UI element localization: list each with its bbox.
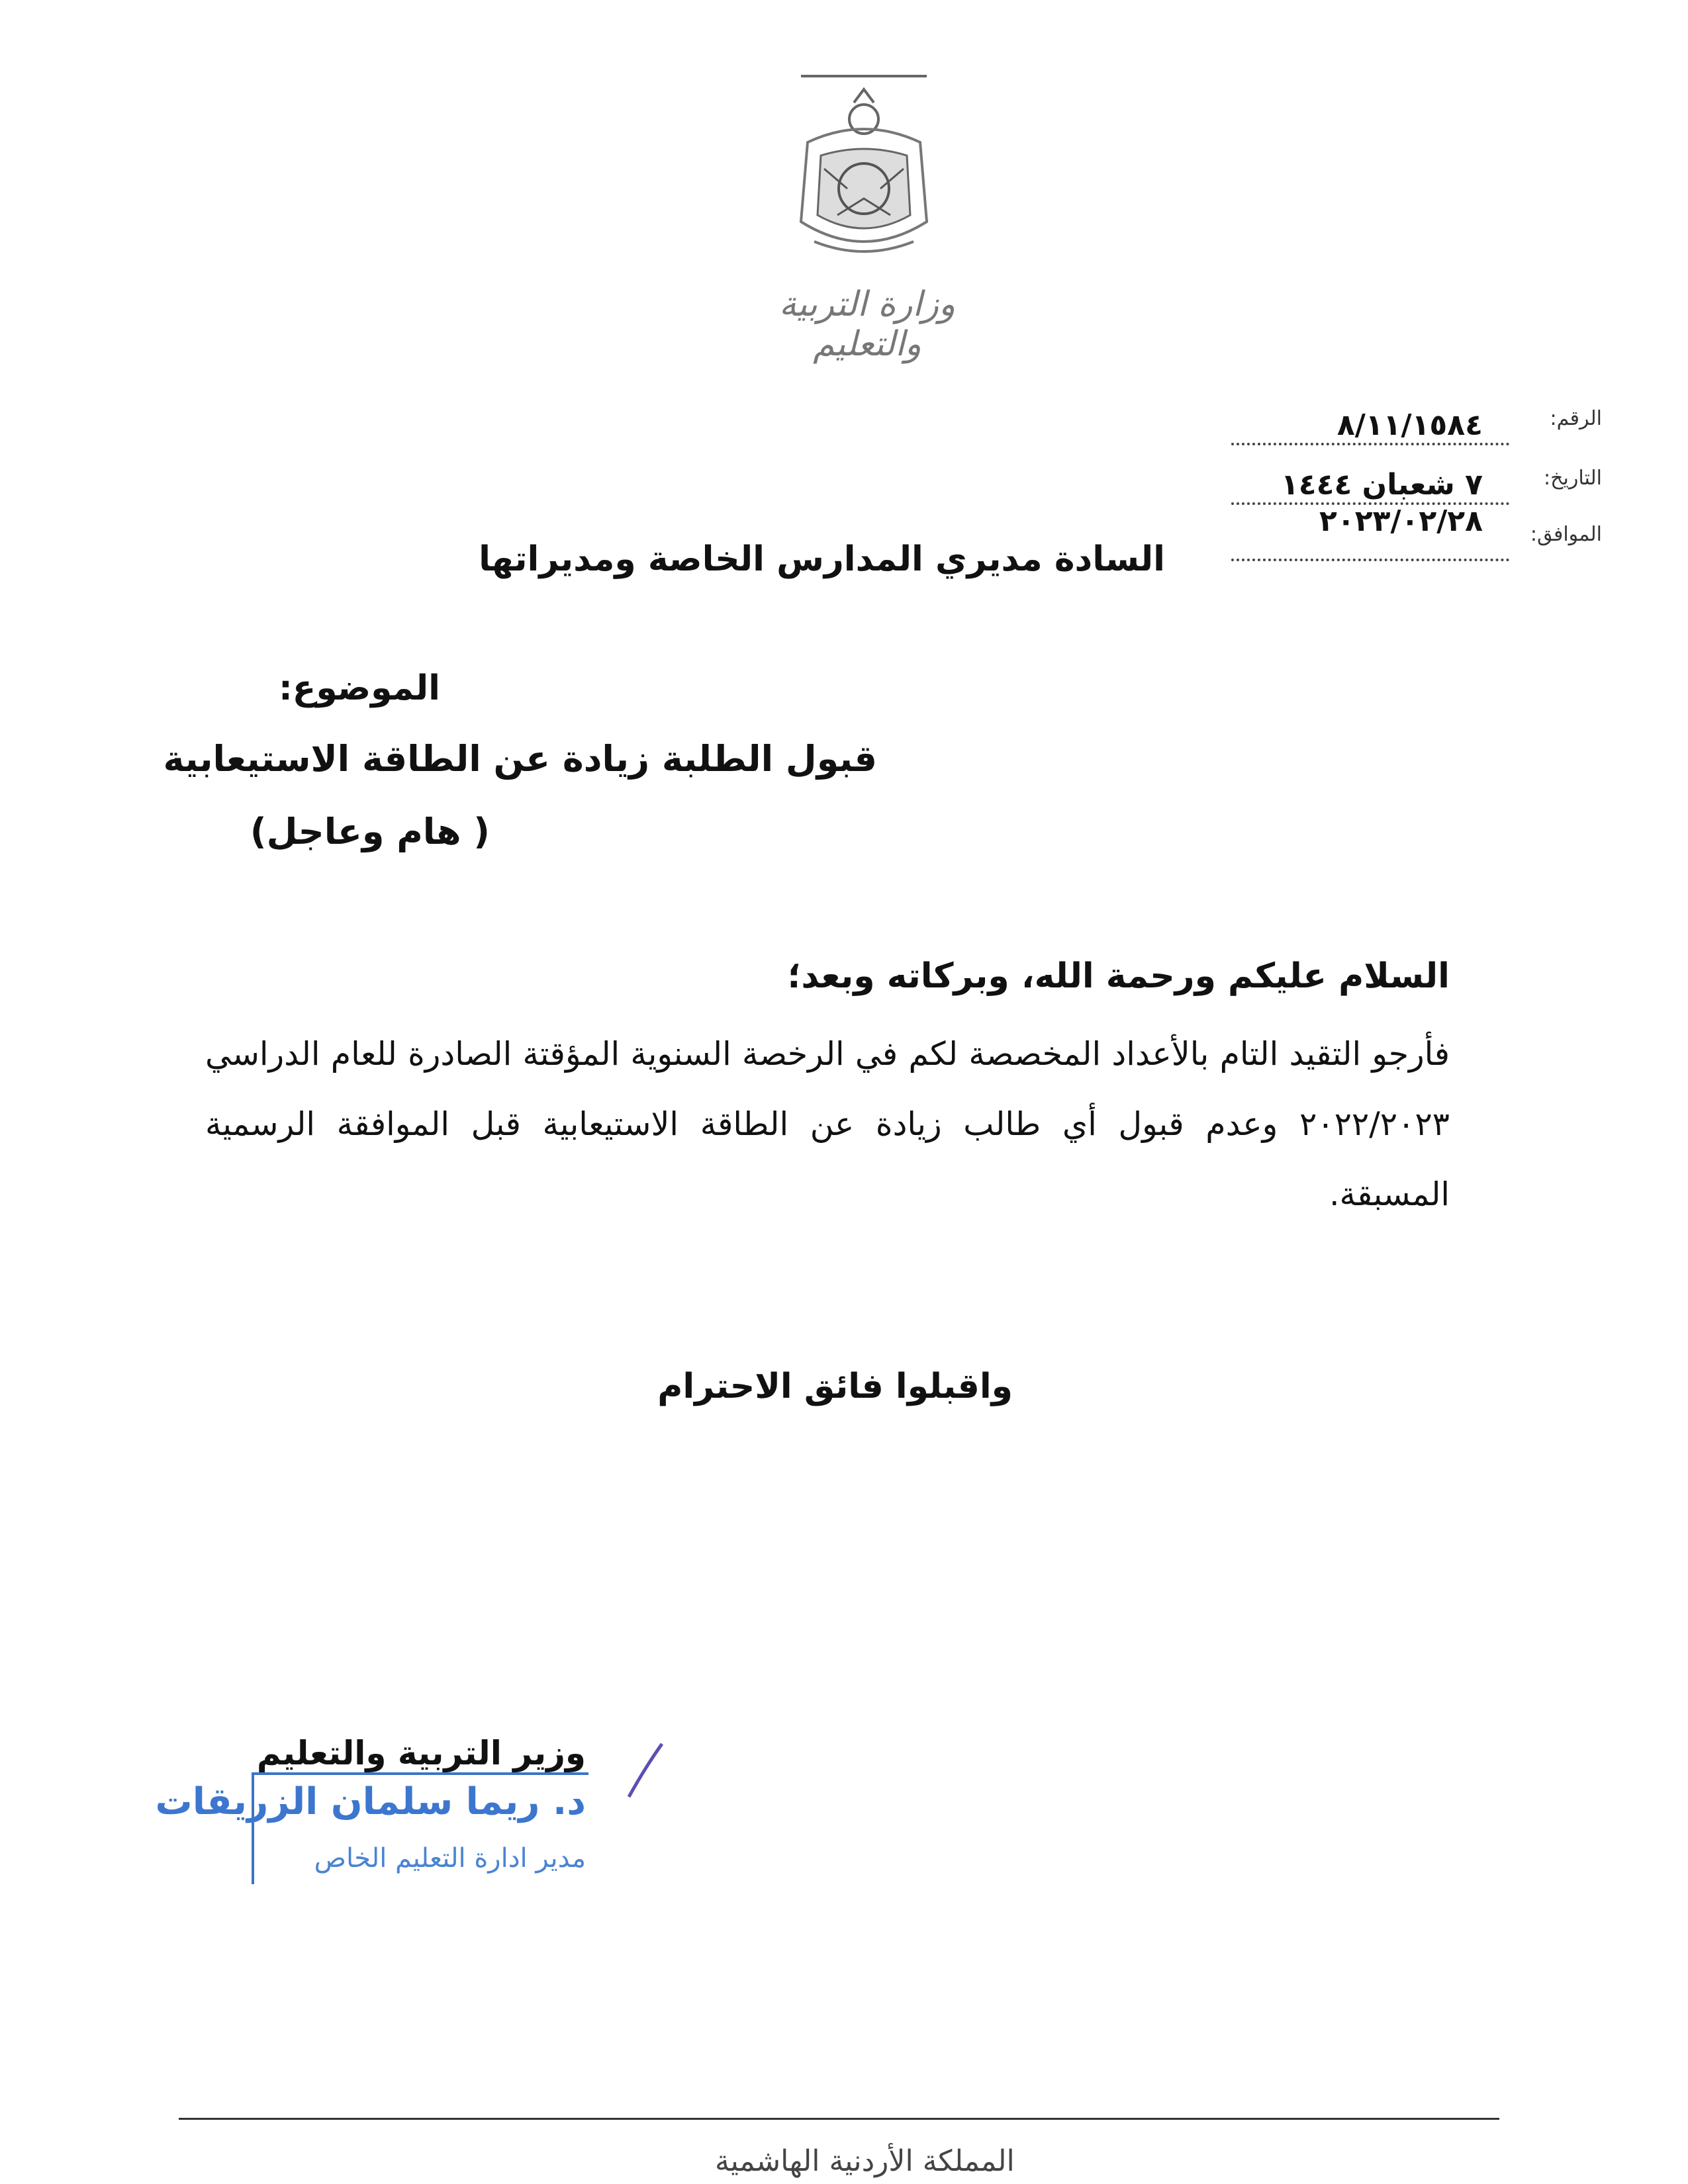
reference-corresponding-value: ٢٠٢٣/٠٢/٢٨ — [1319, 504, 1483, 538]
addressee: السادة مديري المدارس الخاصة ومديراتها — [479, 539, 1165, 579]
reference-dots — [1231, 559, 1509, 561]
greeting: السلام عليكم ورحمة الله، وبركاته وبعد؛ — [787, 956, 1450, 996]
reference-number-value: ٨/١١/١٥٨٤ — [1336, 408, 1483, 442]
ministry-name: وزارة التربية والتعليم — [778, 285, 956, 364]
subject-note: ( هام وعاجل) — [250, 811, 490, 852]
stamp-name: د. ريما سلمان الزريقات — [155, 1780, 586, 1823]
reference-date-label: التاريخ: — [1544, 467, 1602, 490]
reference-number-label: الرقم: — [1550, 407, 1602, 430]
signatory-title: وزير التربية والتعليم — [256, 1734, 586, 1772]
reference-corresponding-row — [1231, 504, 1602, 569]
signature-mark — [626, 1741, 665, 1800]
reference-corresponding-label: الموافق: — [1530, 523, 1602, 546]
footer-text: المملكة الأردنية الهاشمية — [715, 2144, 1015, 2178]
stamp-title: مدير ادارة التعليم الخاص — [314, 1843, 586, 1874]
reference-date-value: ٧ شعبان ١٤٤٤ — [1280, 468, 1483, 502]
body-paragraph: فأرجو التقيد التام بالأعداد المخصصة لكم في الرخصة السنوية المؤقتة الصادرة للعام الدراسي ٢٠٢٢/٢٠٢٣ وعدم قبول أي طالب زيادة عن الطاقة الاستيعابية قبل الموافقة الرسمية المسبقة. — [205, 1035, 1450, 1213]
coat-of-arms-emblem — [774, 63, 953, 278]
subject-label: الموضوع: — [279, 668, 440, 708]
subject-text: قبول الطلبة زيادة عن الطاقة الاستيعابية — [163, 738, 877, 780]
footer-divider — [179, 2118, 1499, 2120]
closing: واقبلوا فائق الاحترام — [657, 1367, 1013, 1406]
reference-number-row — [1231, 407, 1602, 453]
reference-dots — [1231, 443, 1509, 445]
